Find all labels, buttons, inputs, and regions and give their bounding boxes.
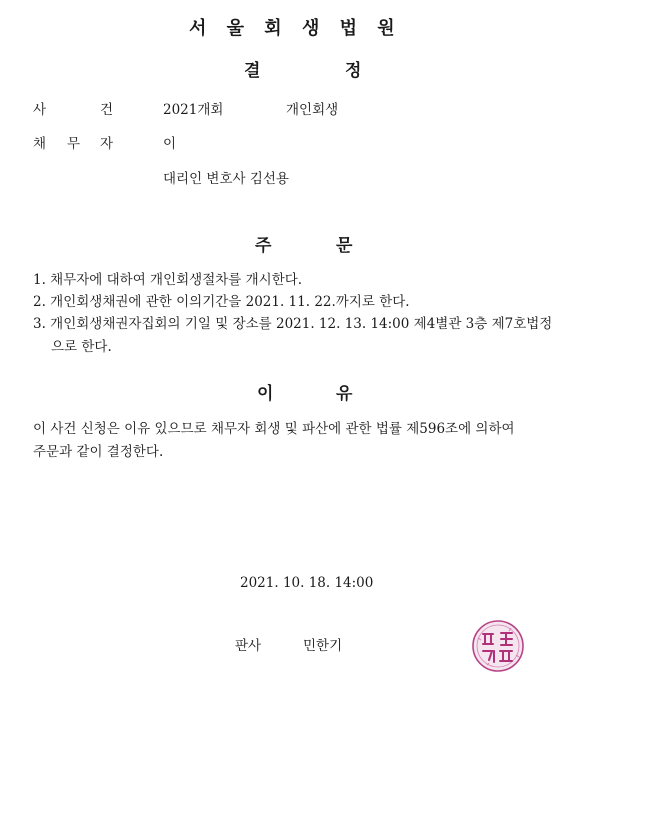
doc-type-char-1: 결 — [244, 61, 261, 81]
order-item-3-continued: 으로 한다. — [51, 339, 112, 355]
debtor-label-char-3: 자 — [100, 136, 114, 152]
case-label-char-1: 사 — [33, 102, 47, 118]
debtor-agent: 대리인 변호사 김선용 — [163, 171, 289, 187]
order-heading-char-1: 주 — [255, 236, 272, 256]
case-number: 2021개회 — [163, 102, 224, 118]
order-item-2: 2. 개인회생채권에 관한 이의기간을 2021. 11. 22.까지로 한다. — [33, 294, 410, 310]
reason-line-1: 이 사건 신청은 이유 있으므로 채무자 회생 및 파산에 관한 법률 제596조에 의하여 — [33, 421, 515, 437]
court-seal-stamp — [470, 618, 526, 674]
decision-datetime: 2021. 10. 18. 14:00 — [240, 575, 374, 591]
debtor-label-char-2: 무 — [67, 136, 81, 152]
reason-heading-char-1: 이 — [257, 384, 274, 404]
order-heading-char-2: 문 — [336, 236, 353, 256]
reason-heading-char-2: 유 — [336, 384, 353, 404]
doc-type-char-2: 정 — [345, 61, 362, 81]
judge-title: 판사 — [235, 638, 262, 654]
debtor-name: 이 — [163, 136, 177, 152]
order-item-3: 3. 개인회생채권자집회의 기일 및 장소를 2021. 12. 13. 14:00 제4별관 3층 제7호법정 — [33, 316, 553, 332]
case-type: 개인회생 — [286, 102, 339, 118]
case-label-char-2: 건 — [100, 102, 114, 118]
reason-line-2: 주문과 같이 결정한다. — [33, 444, 164, 460]
judge-name: 민한기 — [303, 638, 343, 654]
court-name: 서 울 회 생 법 원 — [189, 18, 395, 39]
debtor-label-char-1: 채 — [33, 136, 47, 152]
order-item-1: 1. 채무자에 대하여 개인회생절차를 개시한다. — [33, 272, 303, 288]
